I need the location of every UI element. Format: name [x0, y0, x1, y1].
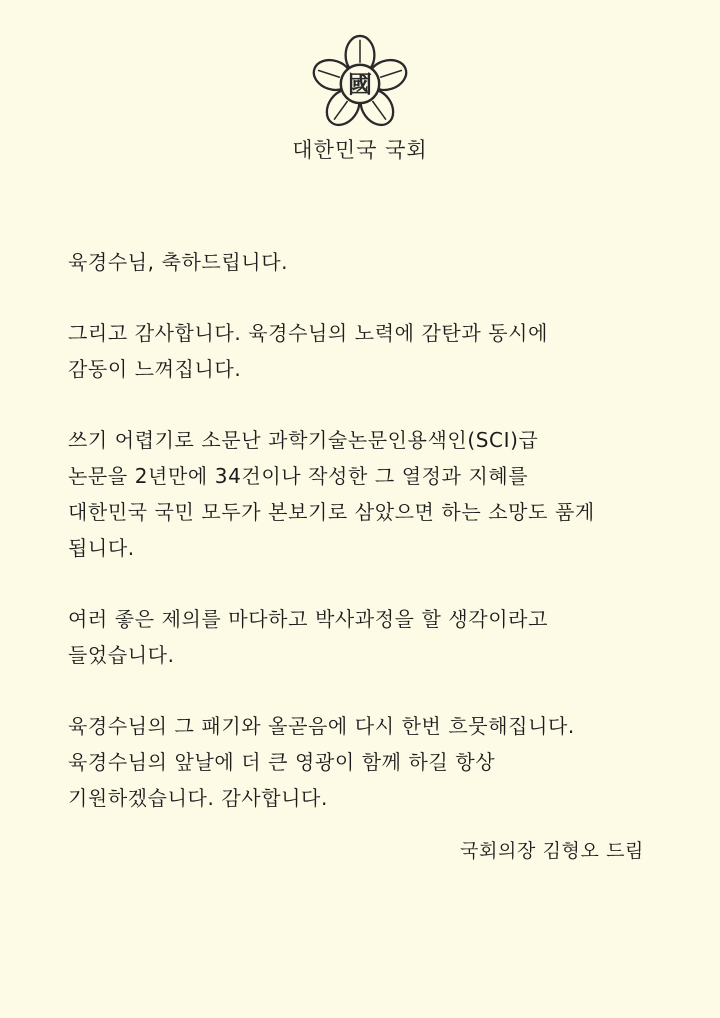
letter-line: 됩니다.: [68, 536, 135, 560]
emblem-glyph: 國: [348, 70, 372, 99]
letter-line: 여러 좋은 제의를 마다하고 박사과정을 할 생각이라고: [68, 607, 548, 631]
letter-line: 그리고 감사합니다. 육경수님의 노력에 감탄과 동시에: [68, 321, 548, 345]
signature: 국회의장 김형오 드림: [460, 840, 644, 862]
organization-name: 대한민국 국회: [292, 138, 428, 162]
letter-line: 육경수님, 축하드립니다.: [68, 250, 289, 274]
letter-paragraph: [68, 422, 668, 566]
letter-paragraph: [68, 601, 668, 673]
letter-paragraph: [68, 315, 668, 387]
letter-paragraph: [68, 244, 668, 280]
letter-line: 들었습니다.: [68, 643, 175, 667]
letter-line: 대한민국 국민 모두가 본보기로 삼았으면 하는 소망도 품게: [68, 500, 595, 524]
letter-line: 쓰기 어렵기로 소문난 과학기술논문인용색인(SCI)급: [68, 428, 539, 452]
letter-line: 기원하겠습니다. 감사합니다.: [68, 786, 328, 810]
letter-body: [68, 244, 668, 851]
letter-paragraph: [68, 708, 668, 816]
national-assembly-emblem-icon: [312, 34, 408, 130]
letter-line: 논문을 2년만에 34건이나 작성한 그 열정과 지혜를: [68, 464, 529, 488]
letter-line: 육경수님의 앞날에 더 큰 영광이 함께 하길 항상: [68, 750, 496, 774]
letter-line: 육경수님의 그 패기와 올곧음에 다시 한번 흐뭇해집니다.: [68, 714, 575, 738]
letter-line: 감동이 느껴집니다.: [68, 357, 242, 381]
